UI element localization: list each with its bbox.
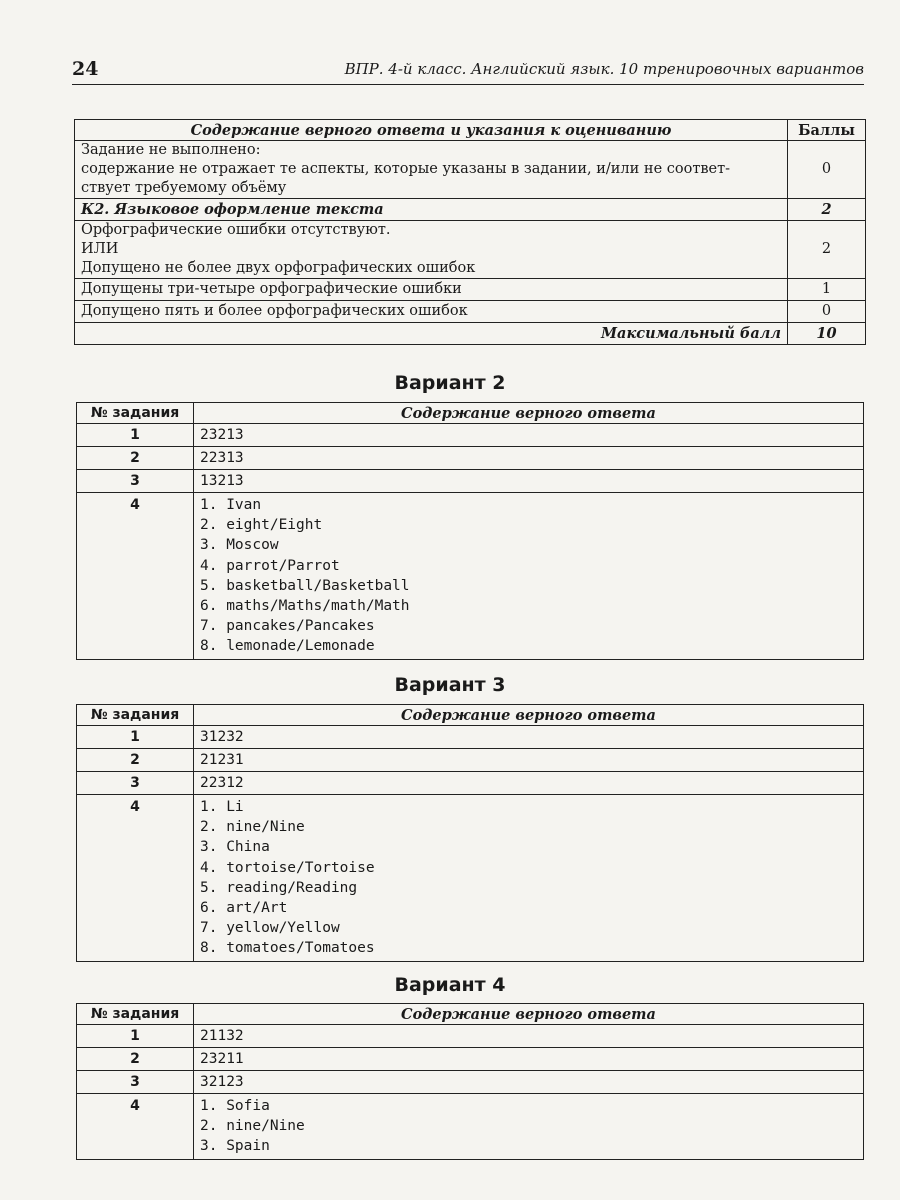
- list-item: 6. art/Art: [200, 900, 288, 917]
- answer-list: [194, 1094, 864, 1160]
- answer-cell: 21231: [194, 749, 864, 772]
- table-row: [77, 424, 864, 447]
- max-score-value: 10: [788, 323, 866, 345]
- max-score-row: [75, 323, 866, 345]
- variant-2-title: Вариант 2: [394, 372, 506, 394]
- task-number: 3: [77, 470, 194, 493]
- col-content-header: Содержание верного ответа и указания к оцениванию: [75, 120, 788, 141]
- page-number: 24: [72, 58, 99, 80]
- criteria-table: [74, 119, 866, 345]
- col-task-number-header: № задания: [77, 403, 194, 424]
- table-row: [77, 749, 864, 772]
- table-header-row: [77, 705, 864, 726]
- answer-cell: 21132: [194, 1025, 864, 1048]
- criteria-text: Задание не выполнено:: [81, 142, 261, 158]
- table-header-row: [77, 1004, 864, 1025]
- table-header-row: [77, 403, 864, 424]
- list-item: 5. basketball/Basketball: [200, 577, 410, 594]
- task-number: 4: [77, 795, 194, 962]
- criteria-cell: Допущены три-четыре орфографические ошибки: [75, 279, 788, 301]
- answer-cell: 31232: [194, 726, 864, 749]
- running-title: ВПР. 4-й класс. Английский язык. 10 тренировочных вариантов: [344, 60, 864, 78]
- criterion-k2-label: К2. Языковое оформление текста: [75, 199, 788, 221]
- col-task-number-header: № задания: [77, 1004, 194, 1025]
- table-row: [77, 447, 864, 470]
- criteria-cell: Допущено пять и более орфографических ошибок: [75, 301, 788, 323]
- list-item: 3. Moscow: [200, 537, 279, 554]
- table-row: [77, 1025, 864, 1048]
- table-row: [75, 141, 866, 199]
- task-number: 4: [77, 1094, 194, 1160]
- list-item: 7. pancakes/Pancakes: [200, 618, 375, 635]
- task-number: 1: [77, 726, 194, 749]
- list-item: 1. Sofia: [200, 1098, 270, 1114]
- list-item: 7. yellow/Yellow: [200, 920, 340, 937]
- list-item: 8. tomatoes/Tomatoes: [200, 940, 375, 957]
- table-row: [77, 470, 864, 493]
- list-item: 1. Ivan: [200, 497, 262, 513]
- table-row: [77, 726, 864, 749]
- list-item: 4. tortoise/Tortoise: [200, 859, 375, 876]
- criteria-text: содержание не отражает те аспекты, которые указаны в задании, и/или не соответ-: [81, 161, 731, 177]
- list-item: 3. Spain: [200, 1138, 270, 1155]
- col-task-number-header: № задания: [77, 705, 194, 726]
- criteria-cell: [75, 221, 788, 279]
- answer-list: [194, 795, 864, 962]
- table-row: [75, 199, 866, 221]
- list-item: 2. nine/Nine: [200, 1118, 305, 1135]
- table-row: [77, 1071, 864, 1094]
- list-item: 1. Li: [200, 799, 244, 815]
- variant-3-table: [76, 704, 864, 962]
- answer-cell: 13213: [194, 470, 864, 493]
- task-number: 4: [77, 493, 194, 660]
- table-row: [77, 1048, 864, 1071]
- answer-cell: 32123: [194, 1071, 864, 1094]
- task-number: 2: [77, 749, 194, 772]
- task-number: 2: [77, 1048, 194, 1071]
- table-row: [75, 301, 866, 323]
- points-cell: 0: [788, 141, 866, 199]
- criteria-text: ствует требуемому объёму: [81, 180, 287, 196]
- list-item: 3. China: [200, 839, 270, 856]
- criteria-cell: [75, 141, 788, 199]
- list-item: 4. parrot/Parrot: [200, 557, 340, 574]
- task-number: 2: [77, 447, 194, 470]
- points-cell: 2: [788, 199, 866, 221]
- col-answer-header: Содержание верного ответа: [194, 705, 864, 726]
- table-row: [75, 221, 866, 279]
- table-row: [77, 772, 864, 795]
- criteria-text: Допущено не более двух орфографических ошибок: [81, 260, 476, 276]
- variant-2-table: [76, 402, 864, 660]
- table-row: [77, 795, 864, 962]
- answer-cell: 23213: [194, 424, 864, 447]
- list-item: 2. eight/Eight: [200, 517, 323, 534]
- answer-cell: 22312: [194, 772, 864, 795]
- col-points-header: Баллы: [788, 120, 866, 141]
- col-answer-header: Содержание верного ответа: [194, 1004, 864, 1025]
- points-cell: 1: [788, 279, 866, 301]
- criteria-text: ИЛИ: [81, 241, 119, 257]
- points-cell: 2: [788, 221, 866, 279]
- list-item: 5. reading/Reading: [200, 879, 358, 896]
- table-row: [75, 279, 866, 301]
- table-row: [77, 493, 864, 660]
- criteria-header-row: [75, 120, 866, 141]
- task-number: 1: [77, 424, 194, 447]
- list-item: 6. maths/Maths/math/Math: [200, 598, 410, 615]
- page-header: [72, 56, 864, 85]
- variant-3-title: Вариант 3: [394, 674, 506, 696]
- task-number: 3: [77, 772, 194, 795]
- max-score-label: Максимальный балл: [75, 323, 788, 345]
- variant-4-table: [76, 1003, 864, 1160]
- variant-4-title: Вариант 4: [394, 974, 506, 996]
- answer-list: [194, 493, 864, 660]
- answer-cell: 22313: [194, 447, 864, 470]
- col-answer-header: Содержание верного ответа: [194, 403, 864, 424]
- table-row: [77, 1094, 864, 1160]
- task-number: 1: [77, 1025, 194, 1048]
- list-item: 8. lemonade/Lemonade: [200, 638, 375, 655]
- points-cell: 0: [788, 301, 866, 323]
- task-number: 3: [77, 1071, 194, 1094]
- answer-cell: 23211: [194, 1048, 864, 1071]
- criteria-text: Орфографические ошибки отсутствуют.: [81, 222, 391, 238]
- list-item: 2. nine/Nine: [200, 819, 305, 836]
